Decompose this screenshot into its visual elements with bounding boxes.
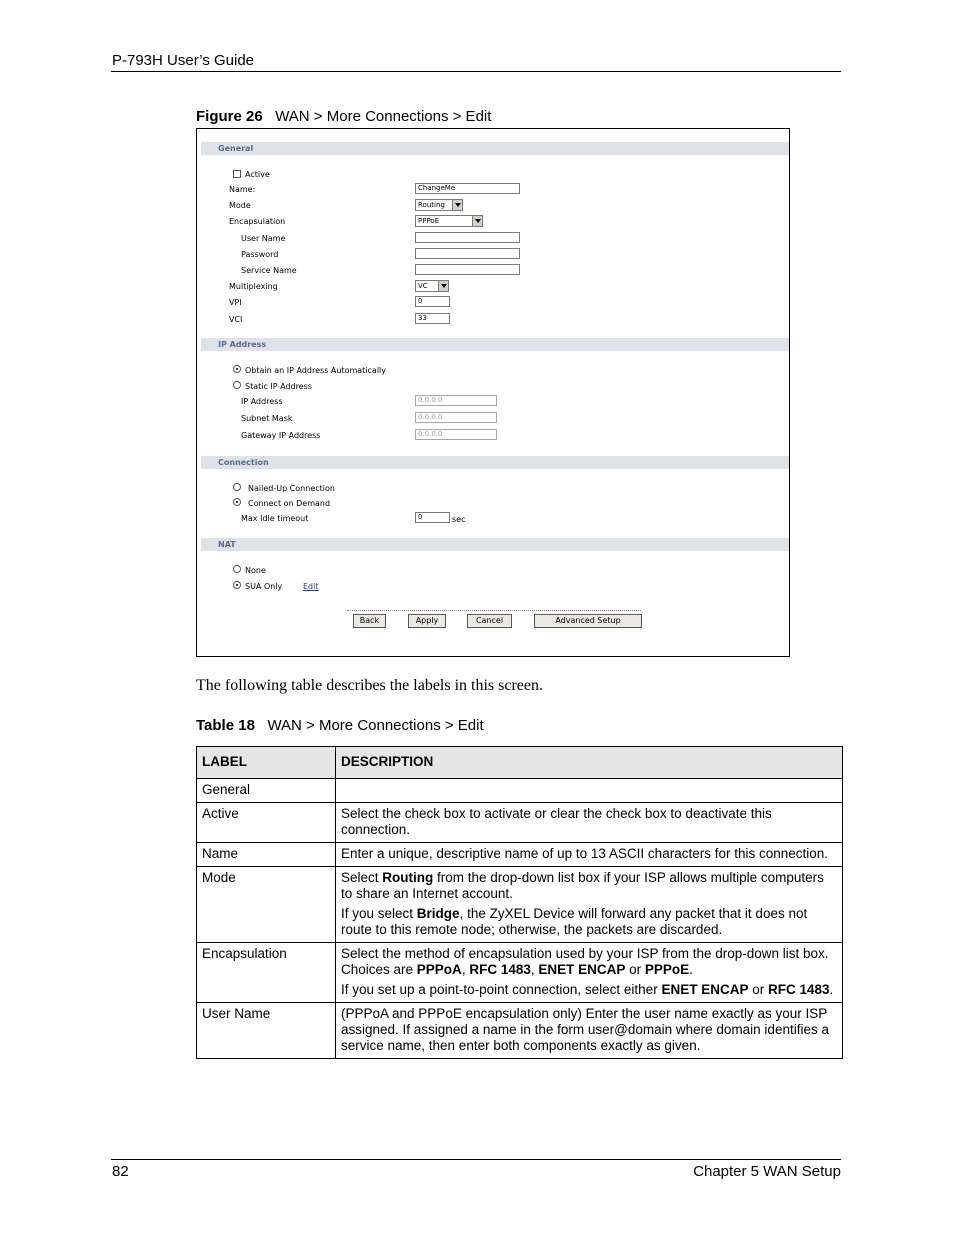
row-label: Name [197, 843, 336, 867]
advanced-setup-button[interactable]: Advanced Setup [534, 614, 642, 628]
mode-select[interactable] [415, 199, 463, 211]
row-description: Enter a unique, descriptive name of up to 13 ASCII characters for this connection. [336, 843, 843, 867]
mode-label: Mode [229, 201, 251, 210]
row-description [336, 943, 843, 1003]
connect-on-demand-label: Connect on Demand [248, 499, 331, 508]
chapter-title: Chapter 5 WAN Setup [693, 1163, 841, 1180]
description-paragraph: If you set up a point-to-point connection, select either ENET ENCAP or RFC 1483. [341, 982, 834, 997]
footer-rule [111, 1159, 841, 1160]
row-label: General [197, 779, 336, 803]
cancel-button[interactable]: Cancel [467, 614, 512, 628]
vci-label: VCI [229, 315, 243, 324]
description-paragraph: Select the method of encapsulation used by your ISP from the drop-down list box. Choices are PPPoA, RFC 1483, ENET ENCAP or PPPoE. [341, 946, 829, 977]
wan-edit-screenshot [196, 128, 790, 657]
section-ip-address-heading: IP Address [201, 338, 789, 351]
button-separator [347, 610, 641, 611]
obtain-auto-radio[interactable] [233, 365, 241, 373]
description-paragraph: If you select Bridge, the ZyXEL Device will forward any packet that it does not route to this remote node; otherwise, the packets are discarded. [341, 906, 808, 937]
table-caption-label: Table 18 [196, 717, 255, 734]
name-label: Name: [229, 185, 256, 194]
row-label: Mode [197, 867, 336, 943]
back-button[interactable]: Back [353, 614, 386, 628]
section-connection-heading: Connection [201, 456, 789, 469]
encapsulation-select[interactable] [415, 215, 483, 227]
table-header-row [197, 747, 843, 779]
running-header: P-793H User’s Guide [112, 52, 255, 69]
section-nat-heading: NAT [201, 538, 789, 551]
nailed-up-radio[interactable] [233, 483, 241, 491]
active-label: Active [245, 170, 270, 179]
col-description-header: DESCRIPTION [336, 747, 843, 779]
name-input[interactable]: ChangeMe [415, 183, 520, 194]
connect-on-demand-radio[interactable] [233, 498, 241, 506]
header-rule [111, 71, 841, 72]
password-input[interactable] [415, 248, 520, 259]
username-label: User Name [241, 234, 286, 243]
table-row [197, 779, 843, 803]
service-name-input[interactable] [415, 264, 520, 275]
static-ip-radio[interactable] [233, 381, 241, 389]
encapsulation-select-value: PPPoE [418, 217, 440, 225]
max-idle-label: Max Idle timeout [241, 514, 309, 523]
figure-caption [196, 108, 491, 125]
row-description [336, 867, 843, 943]
chevron-down-icon [452, 200, 462, 210]
row-label: User Name [197, 1003, 336, 1059]
sua-only-radio[interactable] [233, 581, 241, 589]
vpi-label: VPI [229, 298, 242, 307]
row-label: Active [197, 803, 336, 843]
obtain-auto-label: Obtain an IP Address Automatically [245, 366, 387, 375]
static-ip-label: Static IP Address [245, 382, 313, 391]
table-row [197, 1003, 843, 1059]
nailed-up-label: Nailed-Up Connection [248, 484, 335, 493]
mode-select-value: Routing [418, 201, 445, 209]
labels-table [196, 746, 843, 1059]
subnet-mask-label: Subnet Mask [241, 414, 293, 423]
figure-caption-label: Figure 26 [196, 108, 263, 125]
nat-none-label: None [245, 566, 266, 575]
chevron-down-icon [438, 281, 448, 291]
ip-address-label: IP Address [241, 397, 283, 406]
row-description [336, 779, 843, 803]
table-row [197, 803, 843, 843]
table-row [197, 943, 843, 1003]
section-general-heading: General [201, 142, 789, 155]
ip-address-input[interactable]: 0.0.0.0 [415, 395, 497, 406]
vci-input[interactable]: 33 [415, 313, 450, 324]
table-caption [196, 717, 484, 734]
active-checkbox[interactable] [233, 170, 241, 178]
multiplexing-select-value: VC [418, 282, 428, 290]
page-number: 82 [112, 1163, 129, 1180]
apply-button[interactable]: Apply [408, 614, 446, 628]
chevron-down-icon [472, 216, 482, 226]
description-paragraph: Select Routing from the drop-down list box if your ISP allows multiple computers to share an Internet account. [341, 870, 824, 901]
encapsulation-label: Encapsulation [229, 217, 286, 226]
row-description: Select the check box to activate or clear the check box to deactivate this connection. [336, 803, 843, 843]
table-caption-text: WAN > More Connections > Edit [267, 717, 484, 734]
sua-only-label: SUA Only [245, 582, 283, 591]
vpi-input[interactable]: 0 [415, 296, 450, 307]
row-description: (PPPoA and PPPoE encapsulation only) Enter the user name exactly as your ISP assigned. If assigned a name in the form user@domain where domain identifies a service name, then enter both components exactly as given. [336, 1003, 843, 1059]
nat-edit-link[interactable]: Edit [303, 582, 319, 591]
row-label: Encapsulation [197, 943, 336, 1003]
intro-paragraph: The following table describes the labels in this screen. [196, 677, 544, 694]
table-row [197, 867, 843, 943]
gateway-ip-input[interactable]: 0.0.0.0 [415, 429, 497, 440]
table-row [197, 843, 843, 867]
figure-caption-text: WAN > More Connections > Edit [275, 108, 492, 125]
nat-none-radio[interactable] [233, 565, 241, 573]
max-idle-unit: sec [452, 515, 466, 524]
multiplexing-select[interactable] [415, 280, 449, 292]
password-label: Password [241, 250, 279, 259]
service-name-label: Service Name [241, 266, 297, 275]
username-input[interactable] [415, 232, 520, 243]
max-idle-input[interactable]: 0 [415, 512, 450, 523]
multiplexing-label: Multiplexing [229, 282, 278, 291]
col-label-header: LABEL [197, 747, 336, 779]
subnet-mask-input[interactable]: 0.0.0.0 [415, 412, 497, 423]
gateway-ip-label: Gateway IP Address [241, 431, 321, 440]
